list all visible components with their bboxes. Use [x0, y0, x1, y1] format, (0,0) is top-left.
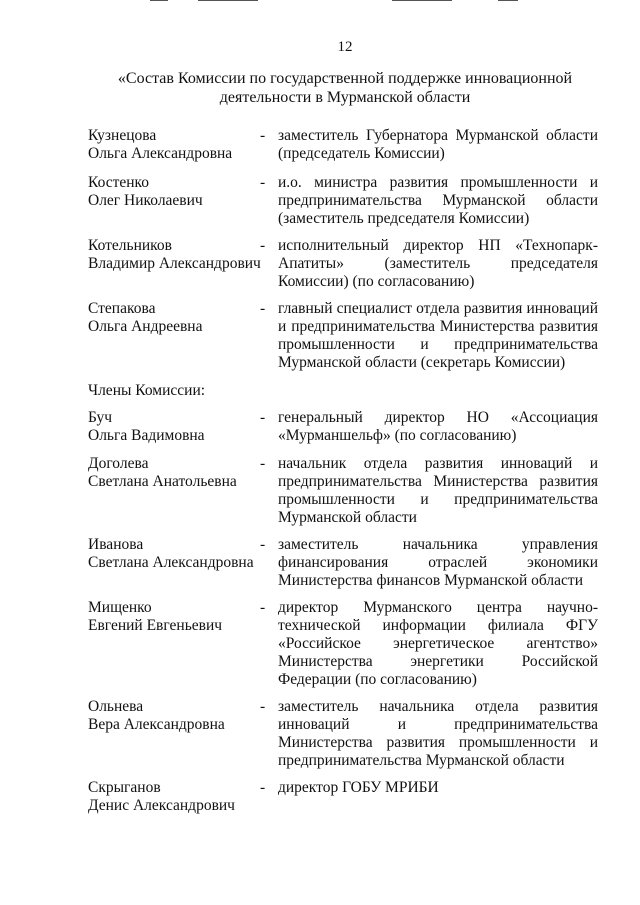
entry-dash: -	[260, 409, 266, 426]
person-name	[88, 127, 266, 163]
entry-dash: -	[260, 698, 266, 715]
entry-dash: -	[260, 455, 266, 472]
person-role: директор ГОБУ МРИБИ	[278, 779, 439, 796]
person-role: директор Мурманского центра научно-технической информации филиала ФГУ «Российское энергетическое агентство» Министерства энергетики Российской Федерации (по согласованию)	[278, 599, 598, 688]
scan-edge-mark	[198, 0, 258, 1]
entry-dash: -	[260, 300, 266, 317]
person-role: начальник отдела развития инноваций и предпринимательства Министерства развития промышленности и предпринимательства Мурманской области	[278, 455, 598, 526]
person-name	[88, 779, 266, 815]
person-name	[88, 698, 266, 734]
person-name	[88, 300, 266, 336]
title-line: «Состав Комиссии по государственной поддержке инновационной	[117, 70, 573, 87]
entry-dash: -	[260, 599, 266, 616]
entry-dash: -	[260, 779, 266, 796]
person-surname: Скрыганов	[88, 779, 161, 796]
person-surname: Иванова	[88, 536, 144, 553]
members-heading: Члены Комиссии:	[88, 382, 206, 399]
document-title	[60, 69, 630, 107]
person-name	[88, 237, 266, 273]
person-name	[88, 536, 266, 572]
person-surname: Котельников	[88, 237, 172, 254]
person-given-names: Ольга Андреевна	[88, 318, 203, 335]
person-role: генеральный директор НО «Ассоциация «Мурманшельф» (по согласованию)	[278, 409, 598, 444]
person-name	[88, 455, 266, 491]
person-role: заместитель начальника управления финансирования отраслей экономики Министерства финансов Мурманской области	[278, 536, 598, 589]
person-surname: Буч	[88, 409, 113, 426]
person-role: исполнительный директор НП «Технопарк-Апатиты» (заместитель председателя Комиссии) (по согласованию)	[278, 237, 598, 290]
person-role: главный специалист отдела развития инноваций и предпринимательства Министерства развития промышленности и предпринимательства Мурманской области (секретарь Комиссии)	[278, 300, 598, 371]
entry-dash: -	[260, 536, 266, 553]
person-given-names: Евгений Евгеньевич	[88, 617, 223, 634]
person-given-names: Ольга Вадимовна	[88, 427, 205, 444]
person-surname: Степакова	[88, 300, 156, 317]
entry-dash: -	[260, 127, 266, 144]
person-role: заместитель Губернатора Мурманской области (председатель Комиссии)	[278, 127, 598, 162]
person-surname: Костенко	[88, 174, 150, 191]
person-given-names: Вера Александровна	[88, 716, 225, 733]
person-given-names: Владимир Александрович	[88, 255, 261, 272]
scan-edge-mark	[392, 0, 452, 1]
scan-edge-mark	[498, 0, 518, 1]
entry-dash: -	[260, 174, 266, 191]
person-given-names: Денис Александрович	[88, 797, 235, 814]
person-surname: Кузнецова	[88, 127, 157, 144]
person-name	[88, 174, 266, 210]
person-given-names: Светлана Александровна	[88, 554, 254, 571]
person-role: и.о. министра развития промышленности и предпринимательства Мурманской области (заместитель председателя Комиссии)	[278, 174, 598, 227]
title-line: деятельности в Мурманской области	[219, 89, 471, 106]
person-given-names: Олег Николаевич	[88, 192, 203, 209]
person-surname: Доголева	[88, 455, 149, 472]
page-number: 12	[337, 39, 353, 55]
person-name	[88, 599, 266, 635]
scan-edge-mark	[150, 0, 168, 1]
person-given-names: Ольга Александровна	[88, 145, 233, 162]
entry-dash: -	[260, 237, 266, 254]
person-given-names: Светлана Анатольевна	[88, 473, 237, 490]
person-role: заместитель начальника отдела развития инноваций и предпринимательства Министерства развития промышленности и предпринимательства Мурманской области	[278, 698, 598, 769]
person-surname: Мищенко	[88, 599, 152, 616]
person-name	[88, 409, 266, 445]
person-surname: Ольнева	[88, 698, 144, 715]
